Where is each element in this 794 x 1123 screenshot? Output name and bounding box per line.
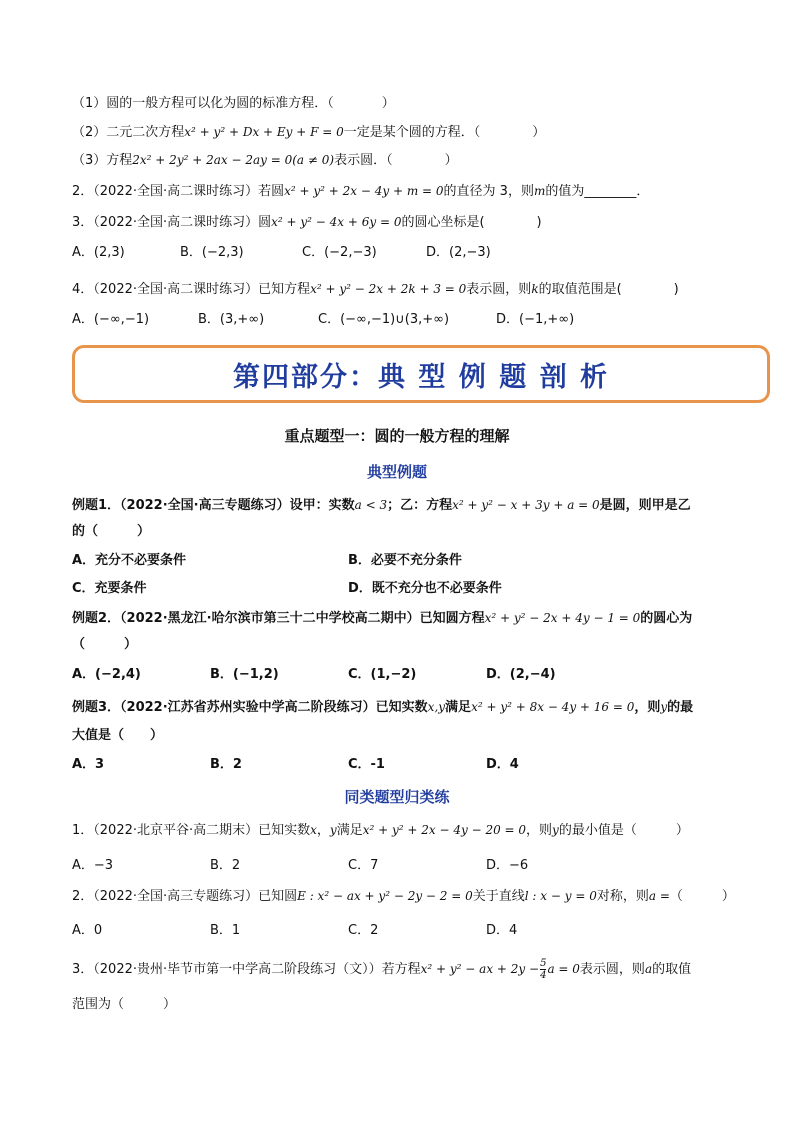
section-banner-title: 第四部分：典 型 例 题 剖 析 (233, 361, 609, 393)
p2-option-c[interactable]: C．2 (348, 923, 379, 938)
example-1: 例题1．（2022·全国·高三专题练习）设甲：实数a < 3；乙：方程x² + y² − x + 3y + a = 0是圆，则甲是乙 (72, 498, 691, 513)
practice-1: 1．（2022·北京平谷·高二期末）已知实数x，y满足x² + y² + 2x − 4y − 20 = 0，则y的最小值是（ ） (72, 823, 689, 838)
ex1-option-b[interactable]: B．必要不充分条件 (348, 553, 462, 568)
example-2-line2: （ ） (72, 637, 138, 652)
section-title: 重点题型一：圆的一般方程的理解 (284, 427, 510, 445)
judge-item-1: （1）圆的一般方程可以化为圆的标准方程．（ ） (72, 96, 395, 111)
example-1-line2: 的（ ） (72, 524, 151, 539)
ex1-option-d[interactable]: D．既不充分也不必要条件 (348, 581, 502, 596)
example-3: 例题3．（2022·江苏省苏州实验中学高二阶段练习）已知实数x,y满足x² + y² + 8x − 4y + 16 = 0，则y的最 (72, 700, 694, 715)
fraction: $\frac{5}{4}$ (540, 958, 547, 981)
question-2: 2．（2022·全国·高二课时练习）若圆x² + y² + 2x − 4y + m = 0的直径为 3，则m的值为________． (72, 184, 650, 199)
ex2-option-a[interactable]: A．(−2,4) (72, 667, 141, 682)
practice-2: 2．（2022·全国·高三专题练习）已知圆E : x² − ax + y² − 2y − 2 = 0关于直线l : x − y = 0对称，则a =（ ） (72, 889, 735, 904)
ex3-option-d[interactable]: D．4 (486, 757, 519, 772)
question-4: 4．（2022·全国·高二课时练习）已知方程x² + y² − 2x + 2k + 3 = 0表示圆，则k的取值范围是( ) (72, 282, 679, 297)
judge-item-2: （2）二元二次方程x² + y² + Dx + Ey + F = 0一定是某个圆的方程．（ ） (72, 125, 546, 140)
ex2-option-b[interactable]: B．(−1,2) (210, 667, 279, 682)
p2-option-a[interactable]: A．0 (72, 923, 103, 938)
question-3: 3．（2022·全国·高二课时练习）圆x² + y² − 4x + 6y = 0的圆心坐标是( ) (72, 215, 542, 230)
typical-examples-heading: 典型例题 (366, 463, 427, 481)
ex1-option-a[interactable]: A．充分不必要条件 (72, 553, 187, 568)
ex1-option-c[interactable]: C．充要条件 (72, 581, 147, 596)
practice-3: 3．（2022·贵州·毕节市第一中学高二阶段练习（文））若方程x² + y² − ax + 2y − $\frac{5}{4}$ a = 0表示圆，则a的取值 (72, 958, 692, 981)
ex3-option-c[interactable]: C．-1 (348, 757, 385, 772)
q3-option-c[interactable]: C．(−2,−3) (302, 245, 377, 260)
ex3-option-b[interactable]: B．2 (210, 757, 242, 772)
judge-item-3: （3）方程2x² + 2y² + 2ax − 2ay = 0(a ≠ 0)表示圆．（ ） (72, 153, 458, 168)
q3-option-b[interactable]: B．(−2,3) (180, 245, 244, 260)
q4-option-a[interactable]: A．(−∞,−1) (72, 312, 150, 327)
ex2-option-c[interactable]: C．(1,−2) (348, 667, 417, 682)
p1-option-d[interactable]: D．−6 (486, 858, 529, 873)
example-2: 例题2．（2022·黑龙江·哈尔滨市第三十二中学校高二期中）已知圆方程x² + y² − 2x + 4y − 1 = 0的圆心为 (72, 611, 693, 626)
p1-option-c[interactable]: C．7 (348, 858, 379, 873)
section-banner (72, 345, 770, 403)
p2-option-d[interactable]: D．4 (486, 923, 518, 938)
example-3-line2: 大值是（ ） (72, 728, 164, 743)
q3-option-a[interactable]: A．(2,3) (72, 245, 125, 260)
q3-option-d[interactable]: D．(2,−3) (426, 245, 491, 260)
p1-option-b[interactable]: B．2 (210, 858, 241, 873)
q4-option-b[interactable]: B．(3,+∞) (198, 312, 265, 327)
similar-practice-heading: 同类题型归类练 (344, 788, 450, 806)
practice-3-line2: 范围为（ ） (72, 997, 177, 1012)
ex3-option-a[interactable]: A．3 (72, 757, 105, 772)
q4-option-c[interactable]: C．(−∞,−1)∪(3,+∞) (318, 312, 450, 327)
q4-option-d[interactable]: D．(−1,+∞) (496, 312, 575, 327)
p2-option-b[interactable]: B．1 (210, 923, 241, 938)
ex2-option-d[interactable]: D．(2,−4) (486, 667, 556, 682)
p1-option-a[interactable]: A．−3 (72, 858, 114, 873)
